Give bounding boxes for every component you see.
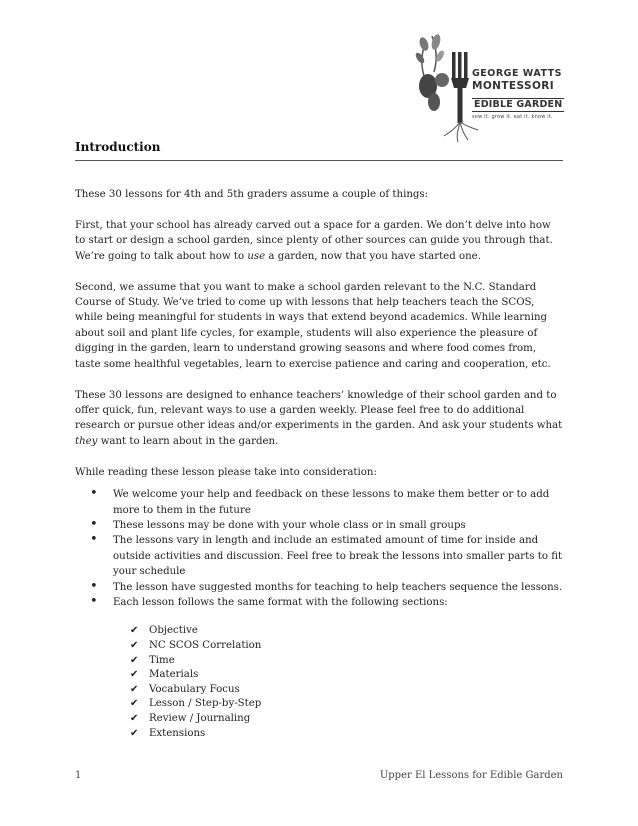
checklist-item-text: Objective: [149, 625, 198, 637]
list-item: [75, 595, 563, 610]
checklist-item: [75, 727, 563, 742]
checklist-item: [75, 712, 563, 727]
lesson-sections-list: [75, 624, 563, 741]
list-item-text: We welcome your help and feedback on these lessons to make them better or to add more to them in the future: [113, 489, 550, 516]
checklist-item-text: NC SCOS Correlation: [149, 639, 262, 651]
checklist-item-text: Materials: [149, 669, 199, 681]
checklist-item-text: Vocabulary Focus: [149, 683, 240, 695]
document-body: [75, 187, 563, 741]
checkmark-icon: ✔: [130, 654, 139, 666]
checklist-item: [75, 624, 563, 639]
consideration-lead-paragraph: While reading these lesson please take into consideration:: [75, 466, 377, 478]
checkmark-icon: ✔: [130, 712, 139, 724]
intro-paragraph: These 30 lessons for 4th and 5th graders assume a couple of things:: [75, 189, 429, 200]
checklist-item: [75, 668, 563, 683]
checkmark-icon: ✔: [130, 727, 139, 739]
logo-tagline: sow it. grow it. eat it. know it.: [472, 114, 553, 120]
consideration-list: [75, 487, 563, 610]
logo-line-1: GEORGE WATTS: [472, 68, 562, 79]
list-item: [75, 533, 563, 579]
emphasis-text: use: [247, 250, 266, 262]
paragraph-text: want to learn about in the garden.: [97, 435, 279, 447]
paragraph-text: a garden, now that you have started one.: [265, 250, 481, 262]
logo-line-3: EDIBLE GARDEN: [474, 99, 563, 110]
footer-title: Upper El Lessons for Edible Garden: [379, 770, 563, 781]
logo-line-2: MONTESSORI: [472, 80, 555, 92]
page-number: 1: [75, 770, 82, 781]
list-item: [75, 518, 563, 533]
list-item: [75, 580, 563, 595]
page-heading: Introduction: [75, 140, 161, 154]
lessons-purpose-paragraph: [75, 388, 563, 450]
emphasis-text: they: [75, 435, 98, 447]
checkmark-icon: ✔: [130, 625, 139, 637]
heading-divider: [75, 160, 563, 161]
checklist-item: [75, 683, 563, 698]
bullet-icon: •: [90, 486, 98, 502]
bullet-icon: •: [90, 532, 98, 548]
checkmark-icon: ✔: [130, 683, 139, 695]
paragraph-text: First, that your school has already carved out a space for a garden. We don’t delve into how to start or design a school garden, since plenty of other sources can guide you through that. We’re going to talk about how to: [75, 219, 553, 262]
bullet-icon: •: [90, 593, 98, 609]
checklist-item-text: Review / Journaling: [149, 712, 251, 724]
list-item: [75, 487, 563, 518]
list-item-text: Each lesson follows the same format with the following sections:: [113, 596, 448, 608]
checkmark-icon: ✔: [130, 669, 139, 681]
checklist-item: [75, 697, 563, 712]
garden-logo: [412, 32, 562, 142]
checklist-item-text: Lesson / Step-by-Step: [149, 698, 262, 710]
checklist-item-text: Time: [149, 654, 175, 666]
bullet-icon: •: [90, 516, 98, 532]
bullet-icon: •: [90, 578, 98, 594]
checklist-item-text: Extensions: [149, 727, 206, 739]
assumption-first-paragraph: [75, 218, 563, 264]
list-item-text: The lesson have suggested months for teaching to help teachers sequence the lessons.: [113, 581, 563, 593]
list-item-text: These lessons may be done with your whole class or in small groups: [113, 519, 466, 531]
assumption-second-paragraph: Second, we assume that you want to make a school garden relevant to the N.C. Standard Course of Study. We’ve tried to come up with lessons that help teachers teach the SCOS, while being meaningful for students in ways that extend beyond academics. While learning about soil and plant life cycles, for example, students will also experience the pleasure of digging in the garden, learn to understand growing seasons and where food comes from, taste some healthful vegetables, learn to exercise patience and caring and cooperation, etc.: [75, 281, 551, 370]
checklist-item: [75, 654, 563, 669]
checklist-item: [75, 639, 563, 654]
paragraph-text: These 30 lessons are designed to enhance teachers’ knowledge of their school garden and to offer quick, fun, relevant ways to use a garden weekly. Please feel free to do additional research or pursue other ideas and/or experiments in the garden. And ask your students what: [75, 389, 563, 432]
list-item-text: The lessons vary in length and include an estimated amount of time for inside and outside activities and discussion. Feel free to break the lessons into smaller parts to fit your schedule: [113, 535, 563, 578]
checkmark-icon: ✔: [130, 698, 139, 710]
checkmark-icon: ✔: [130, 639, 139, 651]
